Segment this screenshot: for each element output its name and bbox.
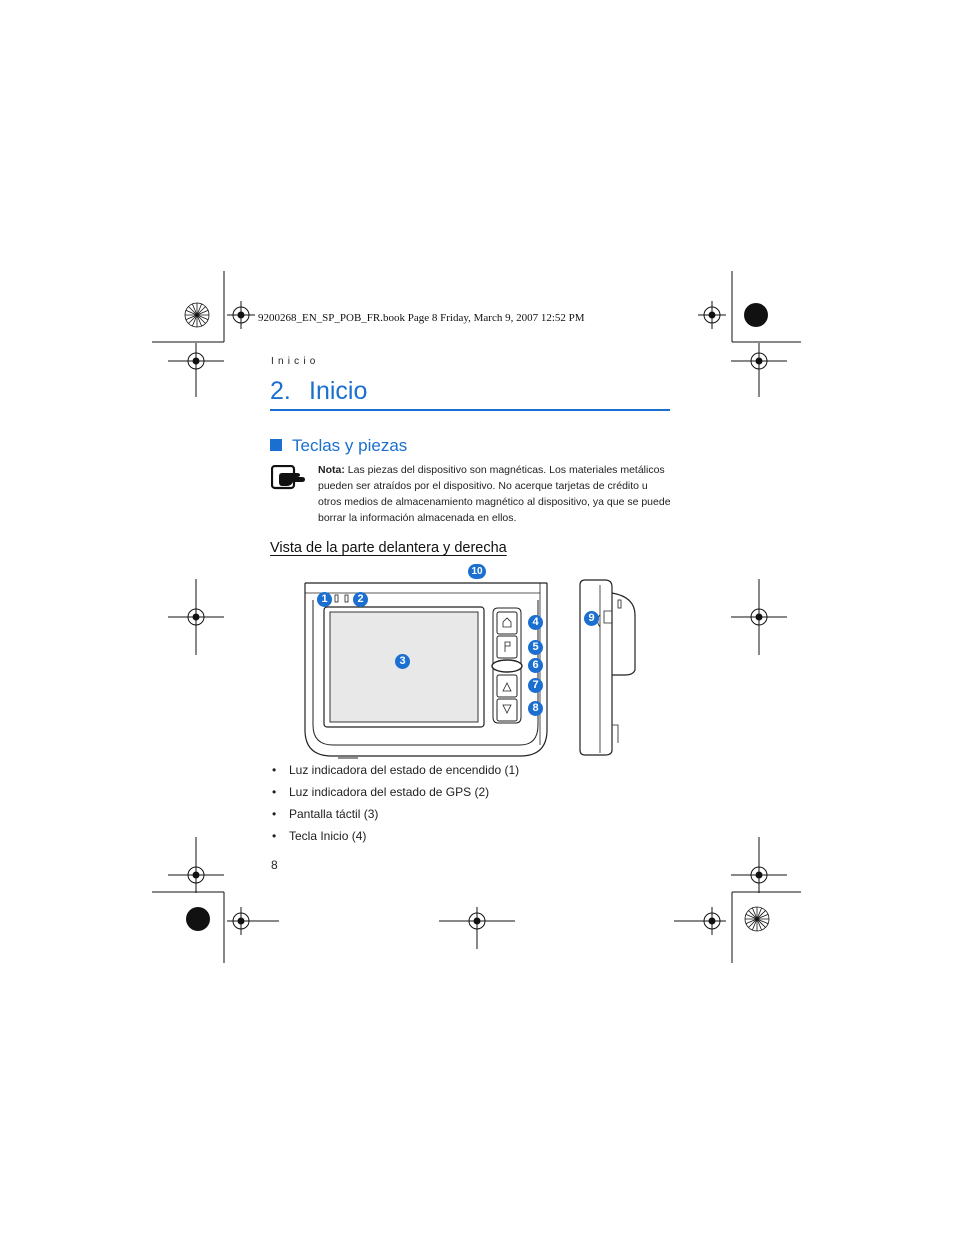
callout-10: 10	[468, 564, 486, 579]
callout-6: 6	[528, 658, 543, 673]
callout-4: 4	[528, 615, 543, 630]
callout-5: 5	[528, 640, 543, 655]
title-rule	[270, 409, 670, 411]
subsection-title: Vista de la parte delantera y derecha	[270, 540, 507, 556]
list-item: • Luz indicadora del estado de encendido (1)	[272, 762, 519, 784]
list-item: • Luz indicadora del estado de GPS (2)	[272, 784, 519, 806]
chapter-number: 2.	[270, 377, 291, 405]
section-title	[270, 436, 407, 456]
solid-target-icon	[744, 303, 768, 327]
note-label: Nota:	[318, 464, 345, 476]
note-hand-icon	[271, 465, 307, 491]
callout-3: 3	[395, 654, 410, 669]
flag-key-icon	[505, 642, 510, 652]
chapter-title-text: Inicio	[309, 377, 368, 405]
callout-2: 2	[353, 592, 368, 607]
device-illustration	[300, 575, 645, 760]
callout-9: 9	[584, 611, 599, 626]
callout-7: 7	[528, 678, 543, 693]
bullet-list	[272, 762, 519, 850]
note-text	[318, 462, 673, 526]
chapter-title	[270, 377, 367, 406]
solid-target-icon	[186, 907, 210, 931]
callout-8: 8	[528, 701, 543, 716]
page-number: 8	[271, 858, 278, 872]
running-head: Inicio	[271, 356, 320, 367]
note-body: Las piezas del dispositivo son magnéticas. Los materiales metálicos pueden ser atraídos por el dispositivo. No acerque tarjetas de crédito u otros medios de almacenamiento magnético al dispositivo, ya que se puede borrar la información almacenada en ellos.	[318, 464, 671, 524]
callout-1: 1	[317, 592, 332, 607]
home-key-icon	[503, 618, 511, 627]
section-title-text: Teclas y piezas	[292, 436, 408, 455]
section-bullet-icon	[270, 439, 282, 451]
print-header: 9200268_EN_SP_POB_FR.book Page 8 Friday, March 9, 2007 12:52 PM	[258, 312, 585, 324]
down-key-icon	[503, 705, 511, 713]
up-key-icon	[503, 683, 511, 691]
list-item: • Tecla Inicio (4)	[272, 828, 519, 850]
list-item: • Pantalla táctil (3)	[272, 806, 519, 828]
